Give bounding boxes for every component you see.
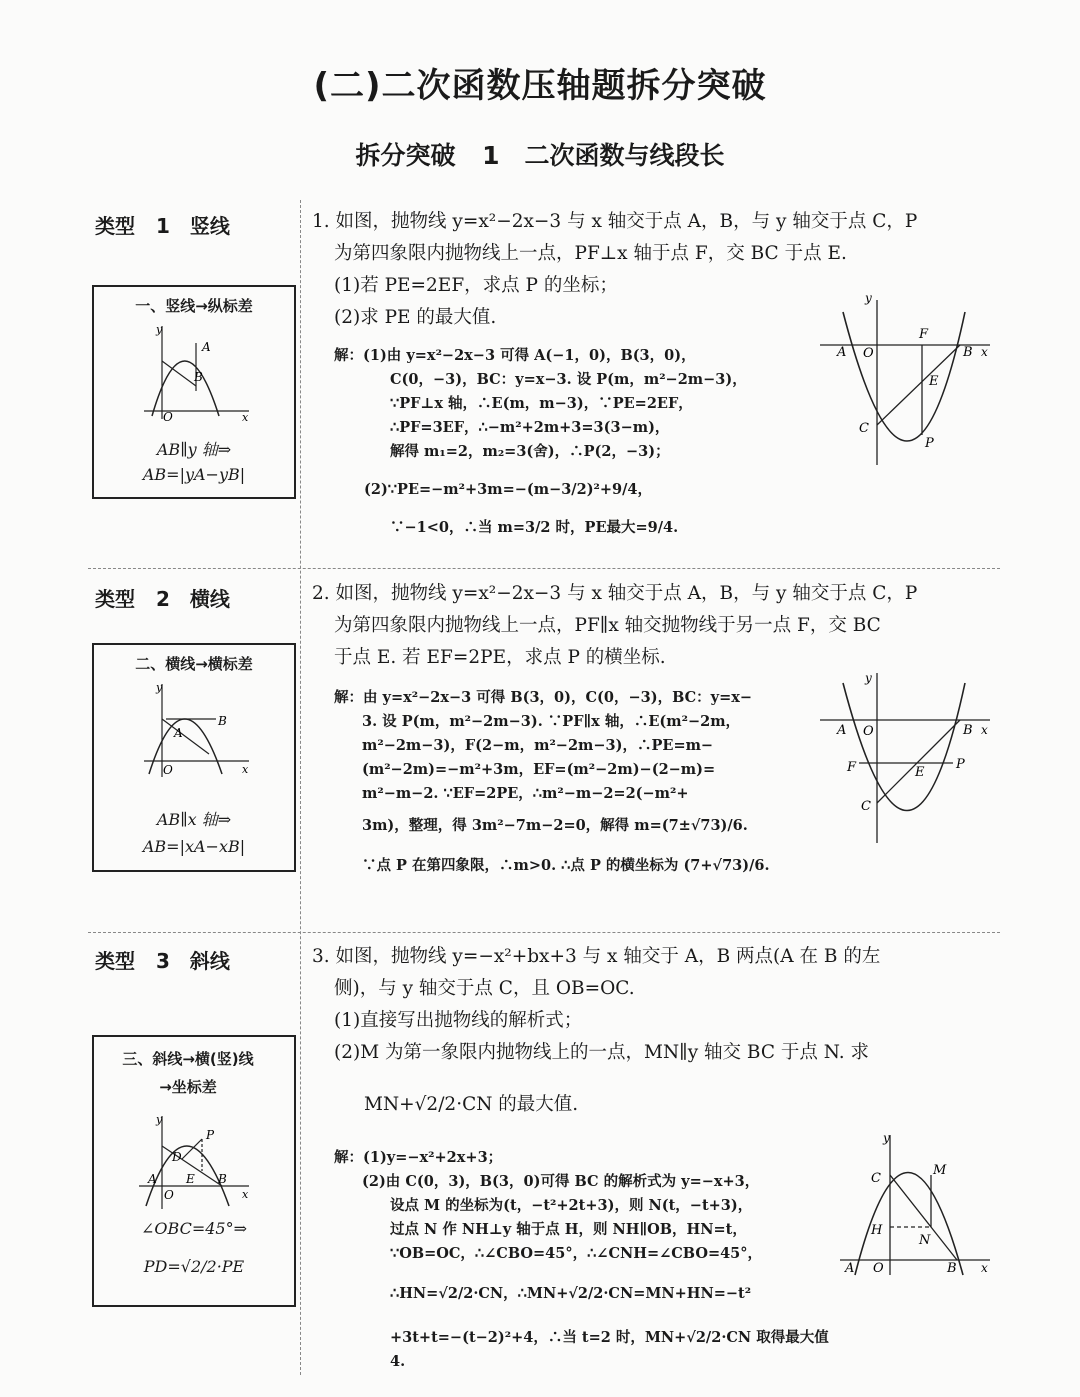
type-1-formula-2: AB=|yA−yB|: [142, 465, 246, 484]
fig3-label-c: C: [871, 1171, 881, 1186]
mini2-label-o: O: [163, 763, 173, 777]
fig2-label-e: E: [915, 765, 925, 780]
fig2-label-c: C: [861, 799, 871, 814]
p2-q-line: 于点 E. 若 EF=2PE，求点 P 的横坐标.: [334, 647, 666, 668]
p2-s-line: ∵点 P 在第四象限，∴m>0. ∴点 P 的横坐标为 (7+√73)/6.: [362, 857, 770, 874]
mini3-label-o: O: [164, 1188, 174, 1202]
fig1-label-p: P: [925, 436, 934, 451]
p2-s-line: 3. 设 P(m，m²−2m−3). ∵PF∥x 轴，∴E(m²−2m，: [362, 713, 741, 730]
problem-2-solution: [334, 686, 804, 878]
p1-s-line: ∴PF=3EF，∴−m²+2m+3=3(3−m)，: [390, 419, 670, 436]
fig3-label-b: B: [947, 1261, 957, 1276]
fig2-label-y: y: [865, 671, 872, 685]
fig1-label-o: O: [863, 346, 874, 361]
p3-s-line: +3t+t=−(t−2)²+4，∴当 t=2 时，MN+√2/2·CN 取得最大值 4.: [390, 1329, 829, 1370]
fig3-label-h: H: [871, 1223, 883, 1238]
mini1-label-b: B: [194, 370, 203, 384]
p1-s-line: (2)∵PE=−m²+3m=−(m−3/2)²+9/4，: [364, 481, 653, 498]
p1-q-line: (2)求 PE 的最大值.: [334, 307, 497, 328]
fig3-label-n: N: [919, 1233, 931, 1248]
p2-s-line: m²−2m−3)，F(2−m，m²−2m−3)，∴PE=m−: [362, 737, 714, 754]
type-2-box: [92, 643, 296, 872]
type-3-box: [92, 1035, 296, 1307]
problem-3-question: [312, 941, 992, 1121]
p3-s-line: ∵OB=OC，∴∠CBO=45°，∴∠CNH=∠CBO=45°，: [390, 1245, 763, 1262]
p1-s-line: ∵PF⊥x 轴，∴E(m，m−3)，∵PE=2EF，: [390, 395, 693, 412]
type-1-formula-1: AB∥y 轴⇒: [156, 440, 232, 459]
p3-q-line: 侧)，与 y 轴交于点 C，且 OB=OC.: [334, 978, 635, 999]
mini-figure-3: [134, 1111, 254, 1211]
mini3-label-y: y: [156, 1113, 163, 1126]
fig1-label-e: E: [929, 374, 939, 389]
figure-1: [815, 290, 995, 470]
mini-figure-1: [134, 321, 254, 421]
fig3-label-m: M: [933, 1163, 947, 1178]
mini3-label-a: A: [148, 1172, 157, 1186]
type-1-box-title: 一、竖线→纵标差: [135, 297, 253, 315]
type-3-box-title: 三、斜线→横(竖)线→坐标差: [122, 1050, 254, 1096]
figure-3: [835, 1130, 995, 1280]
fig1-label-b: B: [963, 345, 973, 360]
mini1-label-o: O: [163, 410, 173, 421]
section-divider-2: [88, 932, 1000, 933]
section-subtitle: 拆分突破 1 二次函数与线段长: [355, 141, 725, 170]
fig2-label-o: O: [863, 724, 874, 739]
section-divider-1: [88, 568, 1000, 569]
type-2-box-title: 二、横线→横标差: [135, 655, 253, 673]
p2-s-line: (m²−2m)=−m²+3m，EF=(m²−2m)−(2−m)=: [362, 761, 716, 778]
p3-q-line: (1)直接写出抛物线的解析式；: [334, 1010, 583, 1031]
fig2-label-p: P: [956, 757, 965, 772]
fig3-label-y: y: [883, 1131, 890, 1145]
type-3-formula-1: ∠OBC=45°⇒: [141, 1219, 247, 1238]
fig2-label-b: B: [963, 723, 973, 738]
fig2-label-a: A: [837, 723, 847, 738]
p2-s-line: 3m)，整理，得 3m²−7m−2=0，解得 m=(7±√73)/6.: [362, 817, 748, 834]
problem-1-solution: [334, 344, 804, 540]
type-1-box: [92, 285, 296, 499]
p3-s-line: 过点 N 作 NH⊥y 轴于点 H，则 NH∥OB，HN=t，: [390, 1221, 747, 1238]
mini1-label-y: y: [156, 323, 163, 336]
fig1-label-c: C: [859, 421, 869, 436]
p1-s-line: ∵−1<0，∴当 m=3/2 时，PE最大=9/4.: [390, 519, 679, 536]
mini2-label-x: x: [242, 763, 249, 776]
mini3-label-p: P: [206, 1128, 215, 1142]
mini2-label-b: B: [218, 714, 227, 728]
type-3-label: 类型 3 斜线: [95, 949, 230, 973]
problem-2-question: [312, 578, 992, 674]
p3-q-line: (2)M 为第一象限内抛物线上的一点，MN∥y 轴交 BC 于点 N. 求: [334, 1042, 870, 1063]
p1-s-line: C(0，−3)，BC：y=x−3. 设 P(m，m²−2m−3)，: [390, 371, 747, 388]
fig1-label-a: A: [837, 345, 847, 360]
p1-q-line: 为第四象限内抛物线上一点，PF⊥x 轴于点 F，交 BC 于点 E.: [334, 243, 847, 264]
p3-s-line: 解：(1)y=−x²+2x+3；: [334, 1149, 503, 1166]
fig2-label-x: x: [981, 723, 988, 737]
mini1-label-a: A: [202, 340, 211, 354]
mini-figure-2: [134, 679, 254, 779]
fig1-label-y: y: [865, 291, 872, 305]
problem-3-solution: [334, 1146, 834, 1374]
p2-s-line: m²−m−2. ∵EF=2PE，∴m²−m−2=2(−m²+: [362, 785, 689, 802]
column-divider: [300, 200, 301, 1375]
p3-s-line: (2)由 C(0，3)，B(3，0)可得 BC 的解析式为 y=−x+3，: [362, 1173, 760, 1190]
fig1-label-x: x: [981, 345, 988, 359]
p2-q-line: 为第四象限内抛物线上一点，PF∥x 轴交抛物线于另一点 F，交 BC: [334, 615, 881, 636]
p1-s-line: 解得 m₁=2，m₂=3(舍)，∴P(2，−3)；: [390, 443, 670, 460]
type-3-formula-2: PD=√2/2·PE: [143, 1257, 245, 1276]
mini3-label-d: D: [172, 1150, 182, 1164]
page-title: (二)二次函数压轴题拆分突破: [313, 66, 767, 106]
p2-q-line: 2. 如图，抛物线 y=x²−2x−3 与 x 轴交于点 A，B，与 y 轴交于点 C，P: [312, 583, 918, 604]
mini3-label-x: x: [242, 1188, 249, 1201]
figure-2: [815, 668, 995, 848]
fig3-label-a: A: [845, 1261, 855, 1276]
type-2-label: 类型 2 横线: [95, 587, 230, 611]
type-2-formula-1: AB∥x 轴⇒: [156, 810, 232, 829]
p3-q-line: MN+√2/2·CN 的最大值.: [364, 1094, 579, 1115]
p1-q-line: (1)若 PE=2EF，求点 P 的坐标；: [334, 275, 618, 296]
p3-s-line: 设点 M 的坐标为(t，−t²+2t+3)，则 N(t，−t+3)，: [390, 1197, 753, 1214]
p1-q-line: 1. 如图，抛物线 y=x²−2x−3 与 x 轴交于点 A，B，与 y 轴交于点 C，P: [312, 211, 918, 232]
p3-s-line: ∴HN=√2/2·CN，∴MN+√2/2·CN=MN+HN=−t²: [390, 1285, 752, 1302]
type-2-formula-2: AB=|xA−xB|: [142, 837, 246, 856]
fig3-label-x: x: [981, 1261, 988, 1275]
p1-s-line: 解：(1)由 y=x²−2x−3 可得 A(−1，0)，B(3，0)，: [334, 347, 696, 364]
p3-q-line: 3. 如图，抛物线 y=−x²+bx+3 与 x 轴交于 A，B 两点(A 在 B 的左: [312, 946, 881, 967]
fig1-label-f: F: [919, 327, 929, 342]
mini1-label-x: x: [242, 411, 249, 421]
fig2-label-f: F: [847, 760, 857, 775]
mini3-label-b: B: [218, 1172, 227, 1186]
mini2-label-a: A: [174, 726, 183, 740]
mini2-label-y: y: [156, 681, 163, 694]
p2-s-line: 解：由 y=x²−2x−3 可得 B(3，0)，C(0，−3)，BC：y=x−: [334, 689, 753, 706]
fig3-label-o: O: [873, 1261, 884, 1276]
mini3-label-e: E: [186, 1172, 195, 1186]
type-1-label: 类型 1 竖线: [95, 214, 230, 238]
